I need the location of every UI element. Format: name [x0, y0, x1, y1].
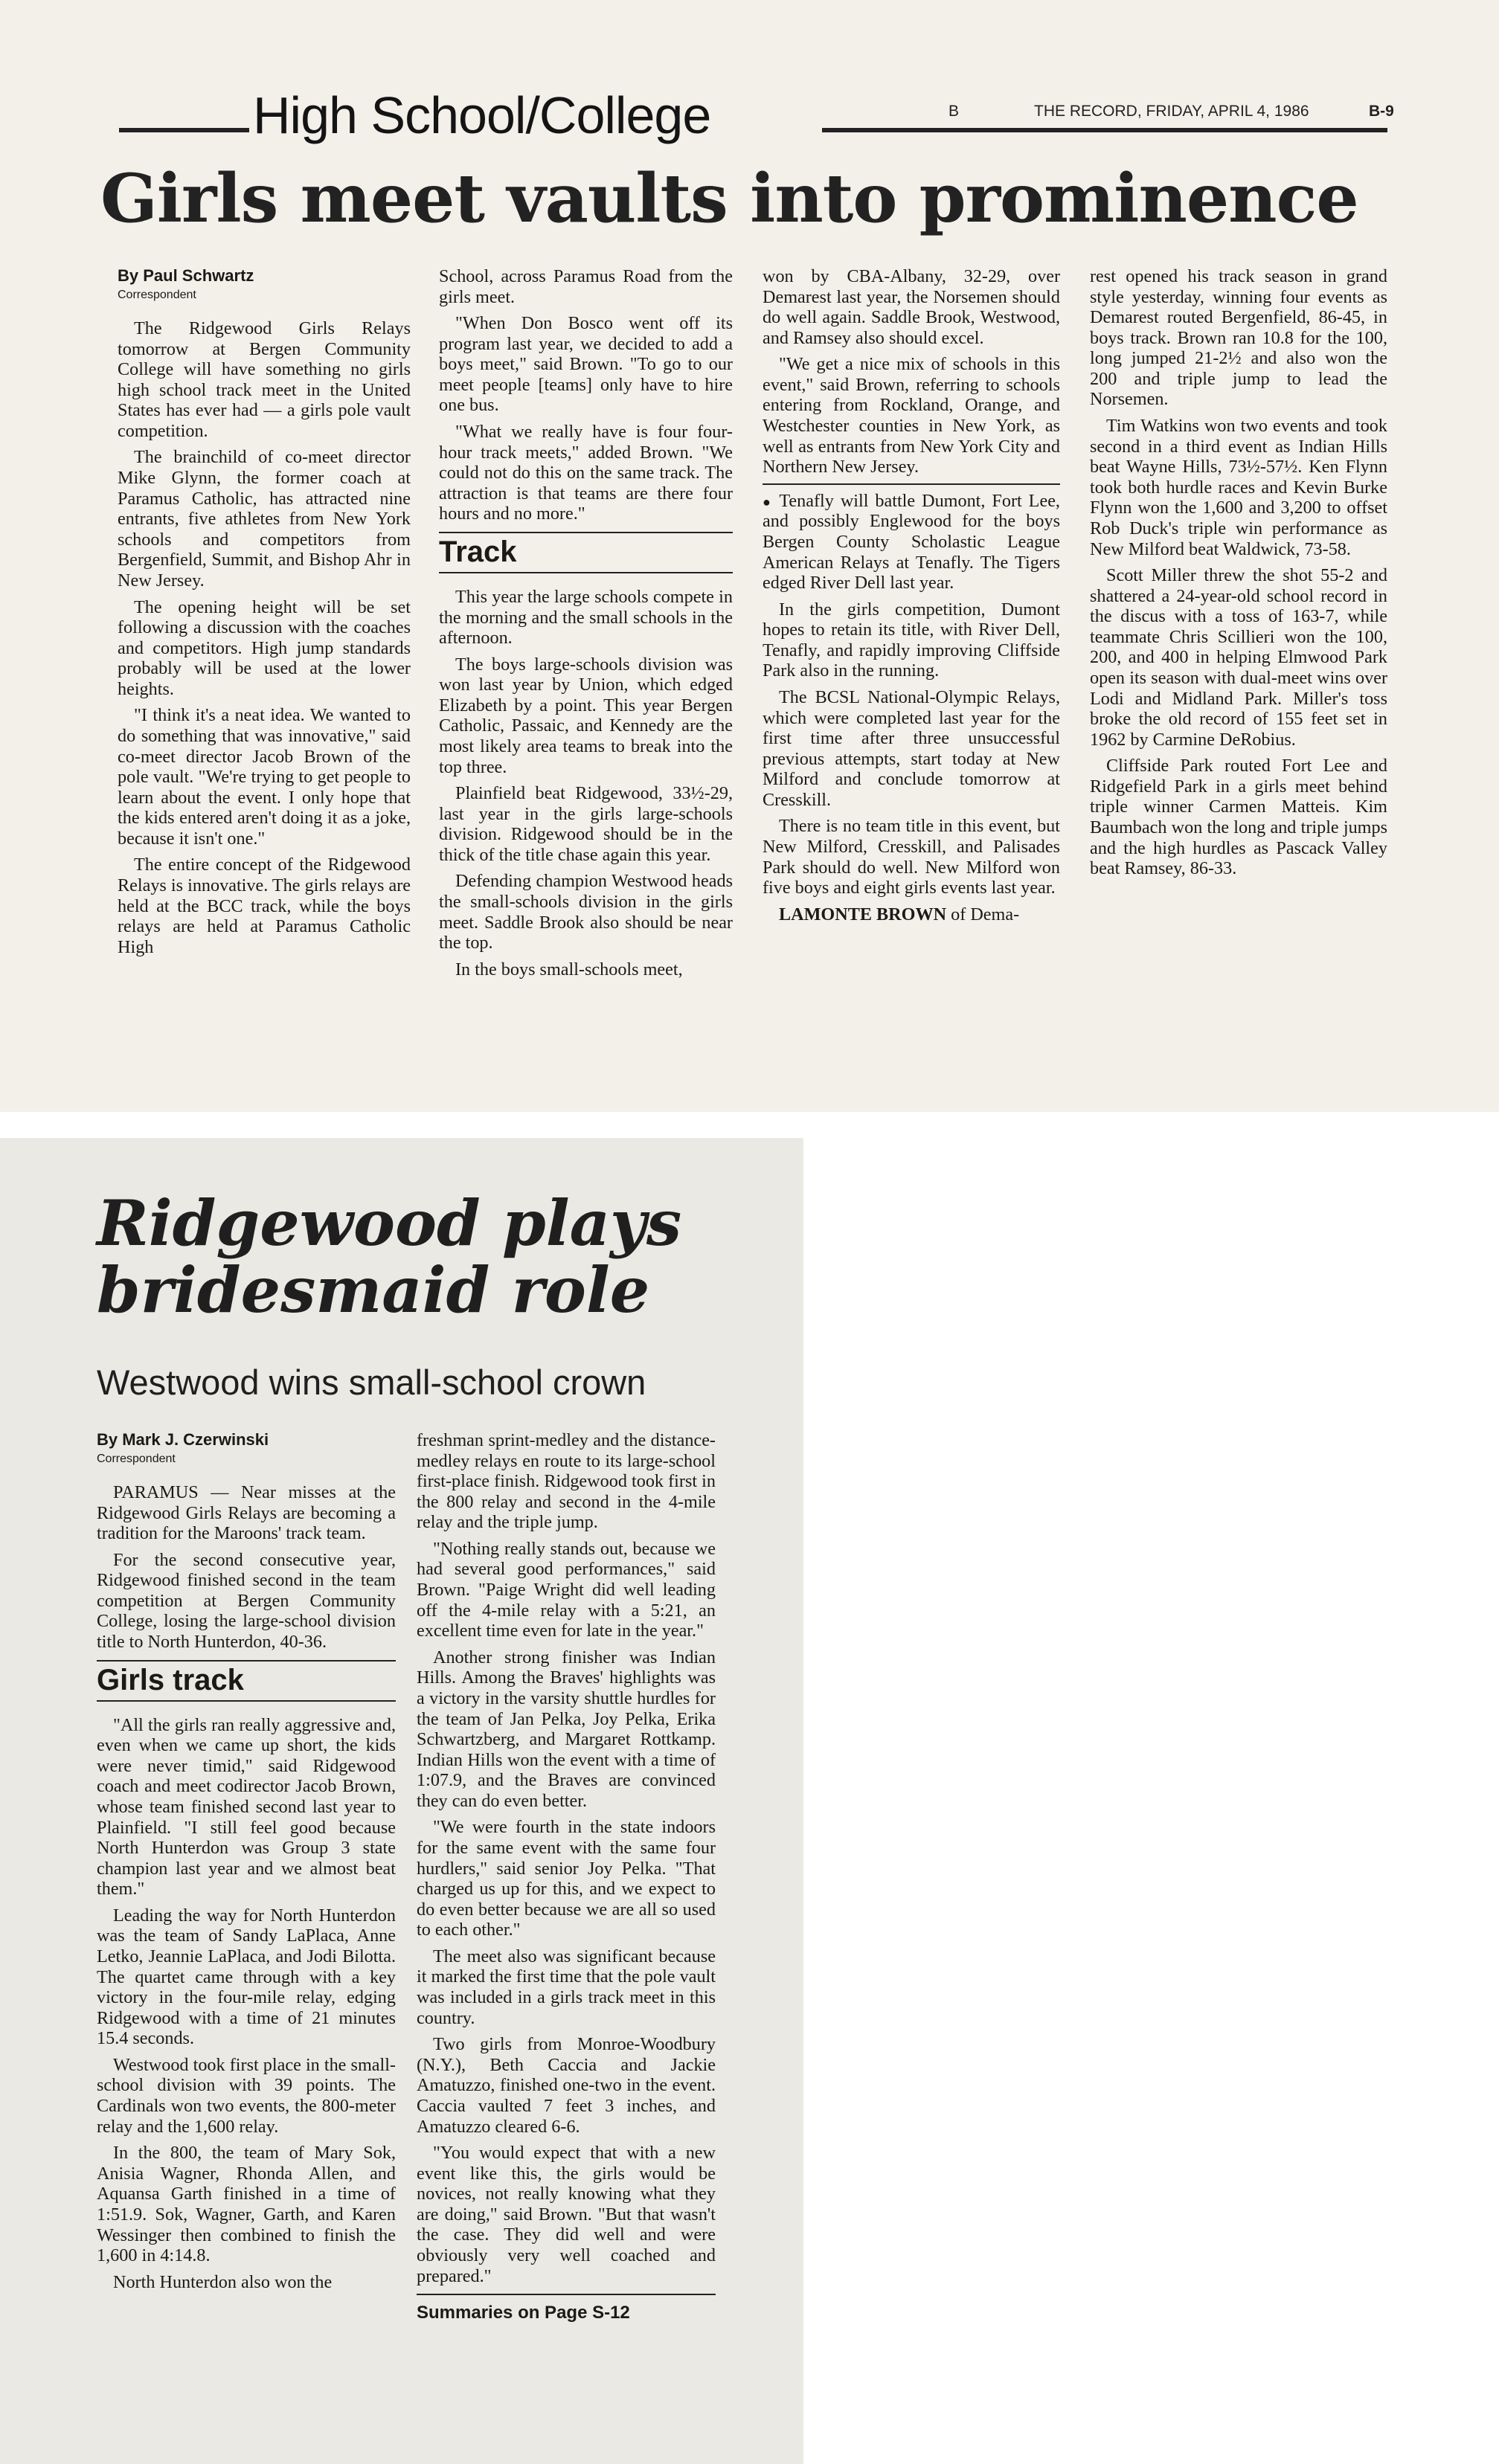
- paragraph: The Ridgewood Girls Relays tomorrow at Bergen Community College will have something no girls high school track meet in the United States has ever had — a girls pole vault competition.: [118, 318, 411, 441]
- byline-role: Correspondent: [118, 289, 196, 301]
- paragraph: won by CBA-Albany, 32-29, over Demarest last year, the Norsemen should do well again. Saddle Brook, Westwood, and Ramsey also should excel.: [763, 266, 1060, 348]
- paragraph: North Hunterdon also won the: [113, 2271, 333, 2292]
- paragraph: "When Don Bosco went off its program last year, we decided to add a boys meet," said Brown. "To go to our meet people [teams] only have to hire one bus.: [439, 313, 733, 416]
- paragraph: Westwood took first place in the small-school division with 39 points. The Cardinals won two events, the 800-meter relay and the 1,600 relay.: [97, 2054, 396, 2137]
- paragraph: The opening height will be set following a discussion with the coaches and competitors. High jump standards probably will be used at the lower heights.: [118, 596, 411, 699]
- paragraph: "Nothing really stands out, because we had several good performances," said Brown. "Paige Wright did well leading off the 4-mile relay with a 5:21, an excellent time even for late in the year.": [417, 1538, 716, 1641]
- paragraph-text: Tenafly will battle Dumont, Fort Lee, and possibly Englewood for the boys Bergen County Scholastic League American Relays at Tenafly. The Tigers edged River Dell last year.: [763, 490, 1060, 594]
- paragraph: There is no team title in this event, but New Milford, Cresskill, and Palisades Park should do well. New Milford won five boys and eight girls events last year.: [763, 816, 1060, 898]
- paragraph: In the 800, the team of Mary Sok, Anisia Wagner, Rhonda Allen, and Aquansa Garth finished in a time of 1:51.9. Sok, Wagner, Garth, and Karen Wessinger then combined to finish the 1,600 in 4:14.8.: [97, 2143, 396, 2266]
- continuation-reference: Summaries on Page S-12: [417, 2294, 716, 2323]
- article-column-2: [417, 1430, 716, 2329]
- paragraph: Defending champion Westwood heads the small-schools division in the girls meet. Saddle Brook also should be near the top.: [439, 871, 733, 953]
- page-number: B-9: [1369, 103, 1394, 120]
- headline-line-2: bridesmaid role: [97, 1252, 650, 1327]
- paragraph-lamonte: [763, 904, 1060, 925]
- paragraph: In the girls competition, Dumont hopes to retain its title, with River Dell, Tenafly, and rapidly improving Cliffside Park also in the running.: [763, 599, 1060, 681]
- byline: By Paul Schwartz: [118, 266, 254, 285]
- article-column-1: [118, 266, 411, 963]
- paragraph: Leading the way for North Hunterdon was the team of Sandy LaPlaca, Anne Letko, Jeannie LaPlaca, and Jodi Bilotta. The quartet came through with a key victory in the four-mile relay, edging Ridgewood with a time of 21 minutes 15.4 seconds.: [97, 1905, 396, 2049]
- article-column-2: [439, 266, 733, 985]
- byline: By Mark J. Czerwinski: [97, 1430, 269, 1449]
- article-column-1: [97, 1430, 396, 2298]
- paragraph: Scott Miller threw the shot 55-2 and shattered a 24-year-old school record in the discus with a toss of 163-7, while teammate Chris Scillieri won the 100, 200, and 400 in helping Elmwood Park open its season with dual-meet wins over Lodi and Midland Park. Miller's toss broke the old record of 155 feet set in 1962 by Carmine DeRobius.: [1090, 565, 1387, 750]
- paragraph: This year the large schools compete in the morning and the small schools in the afternoon.: [439, 586, 733, 649]
- paragraph-text: of Dema-: [946, 904, 1020, 924]
- paragraph: "All the girls ran really aggressive and, even when we came up short, the kids were never timid," said Ridgewood coach and meet codirector Jacob Brown, whose team finished second last year to Plainfield. "I still feel good because North Hunterdon was Group 3 state champion last year and we almost beat them.": [97, 1714, 396, 1900]
- paragraph: "We were fourth in the state indoors for the same event with the same four hurdlers," said senior Joy Pelka. "That charged us up for this, and we expect to do even better because we are all so used to each other.": [417, 1817, 716, 1940]
- paragraph: The boys large-schools division was won last year by Union, which edged Elizabeth by a point. This year Bergen Catholic, Passaic, and Kennedy are the most likely area teams to break into the top three.: [439, 654, 733, 777]
- paragraph: "You would expect that with a new event like this, the girls would be novices, not really knowing what they are doing," said Brown. "But that wasn't the case. They did well and were obviously very well coached and prepared.": [417, 2143, 716, 2286]
- deck: Westwood wins small-school crown: [97, 1363, 646, 1402]
- paragraph: In the boys small-schools meet,: [455, 959, 683, 980]
- article-column-3: [763, 266, 1060, 930]
- paragraph: The entire concept of the Ridgewood Relays is innovative. The girls relays are held at the BCC track, while the boys relays are held at Paramus Catholic High: [118, 855, 411, 957]
- paragraph: Plainfield beat Ridgewood, 33½-29, last year in the girls large-schools division. Ridgewood should be in the thick of the title chase again this year.: [439, 783, 733, 865]
- column-divider: [763, 483, 1060, 485]
- headline: Girls meet vaults into prominence: [100, 159, 1358, 238]
- section-rule-right: [822, 128, 1387, 132]
- paragraph: "We get a nice mix of schools in this event," said Brown, referring to schools entering from Rockland, Orange, and Westchester counties in New York, as well as entrants from New York City and Northern New Jersey.: [763, 354, 1060, 477]
- section-rule-left: [119, 128, 249, 132]
- masthead-mark: B: [948, 103, 960, 120]
- article-clipping-girls-meet: [0, 0, 1499, 1112]
- article-clipping-bridesmaid: [0, 1138, 803, 2464]
- paragraph: Another strong finisher was Indian Hills. Among the Braves' highlights was a victory in the varsity shuttle hurdles for the team of Jan Pelka, Joy Pelka, Erika Schwartzberg, and Margaret Rottkamp. Indian Hills won the event with a time of 1:07.9, and the Braves are convinced they can do even better.: [417, 1647, 716, 1811]
- paragraph: Tim Watkins won two events and took second in a third event as Indian Hills beat Wayne Hills, 73½-57½. Ken Flynn took both hurdle races and Kevin Burke Flynn won the 1,600 and 3,200 to offset Rob Duck's triple win performance as New Milford beat Waldwick, 73-58.: [1090, 416, 1387, 559]
- masthead-dateline: THE RECORD, FRIDAY, APRIL 4, 1986: [1034, 103, 1309, 120]
- paragraph: The brainchild of co-meet director Mike Glynn, the former coach at Paramus Catholic, has attracted nine entrants, five athletes from New York schools and competitors from Bergenfield, Summit, and Bishop Ahr in New Jersey.: [118, 447, 411, 591]
- name-lead-in: LAMONTE BROWN: [779, 904, 947, 924]
- section-title: High School/College: [253, 86, 711, 144]
- byline-role: Correspondent: [97, 1453, 176, 1465]
- headline-line-1: Ridgewood plays: [97, 1186, 682, 1260]
- subhead-girls-track: Girls track: [97, 1660, 396, 1702]
- bullet-icon: ●: [763, 494, 773, 509]
- paragraph: School, across Paramus Road from the girls meet.: [439, 266, 733, 307]
- paragraph: For the second consecutive year, Ridgewood finished second in the team competition at Bergen Community College, losing the large-school division title to North Hunterdon, 40-36.: [97, 1549, 396, 1653]
- paragraph: The meet also was significant because it marked the first time that the pole vault was included in a girls track meet in this country.: [417, 1946, 716, 2028]
- article-column-4: [1090, 266, 1387, 885]
- paragraph: PARAMUS — Near misses at the Ridgewood Girls Relays are becoming a tradition for the Maroons' track team.: [97, 1482, 396, 1544]
- paragraph: rest opened his track season in grand style yesterday, winning four events as Demarest routed Bergenfield, 86-45, in boys track. Brown ran 10.8 for the 100, long jumped 21-2½ and also won the 200 and triple jump to lead the Norsemen.: [1090, 266, 1387, 410]
- paragraph-tenafly: [763, 491, 1060, 594]
- paragraph: The BCSL National-Olympic Relays, which were completed last year for the first time after three unsuccessful previous attempts, start today at New Milford and conclude tomorrow at Cresskill.: [763, 686, 1060, 810]
- subhead-track: Track: [439, 532, 733, 573]
- paragraph: "What we really have is four four-hour track meets," added Brown. "We could not do this on the same track. The attraction is that teams are there four hours and no more.": [439, 422, 733, 524]
- paragraph: Cliffside Park routed Fort Lee and Ridgefield Park in a girls meet behind triple winner Carmen Matteis. Kim Baumbach won the long and triple jumps and the high hurdles as Pascack Valley beat Ramsey, 86-33.: [1090, 756, 1387, 879]
- headline: [97, 1186, 766, 1327]
- paragraph: Two girls from Monroe-Woodbury (N.Y.), Beth Caccia and Jackie Amatuzzo, finished one-two in the event. Caccia vaulted 7 feet 3 inches, and Amatuzzo cleared 6-6.: [417, 2034, 716, 2137]
- paragraph: freshman sprint-medley and the distance-medley relays en route to its large-school first-place finish. Ridgewood took first in the 800 relay and second in the 4-mile relay and the triple jump.: [417, 1430, 716, 1533]
- paragraph: "I think it's a neat idea. We wanted to do something that was innovative," said co-meet director Jacob Brown of the pole vault. "We're trying to get people to learn about the event. I only hope that the kids entered aren't doing it as a joke, because it isn't one.": [118, 705, 411, 849]
